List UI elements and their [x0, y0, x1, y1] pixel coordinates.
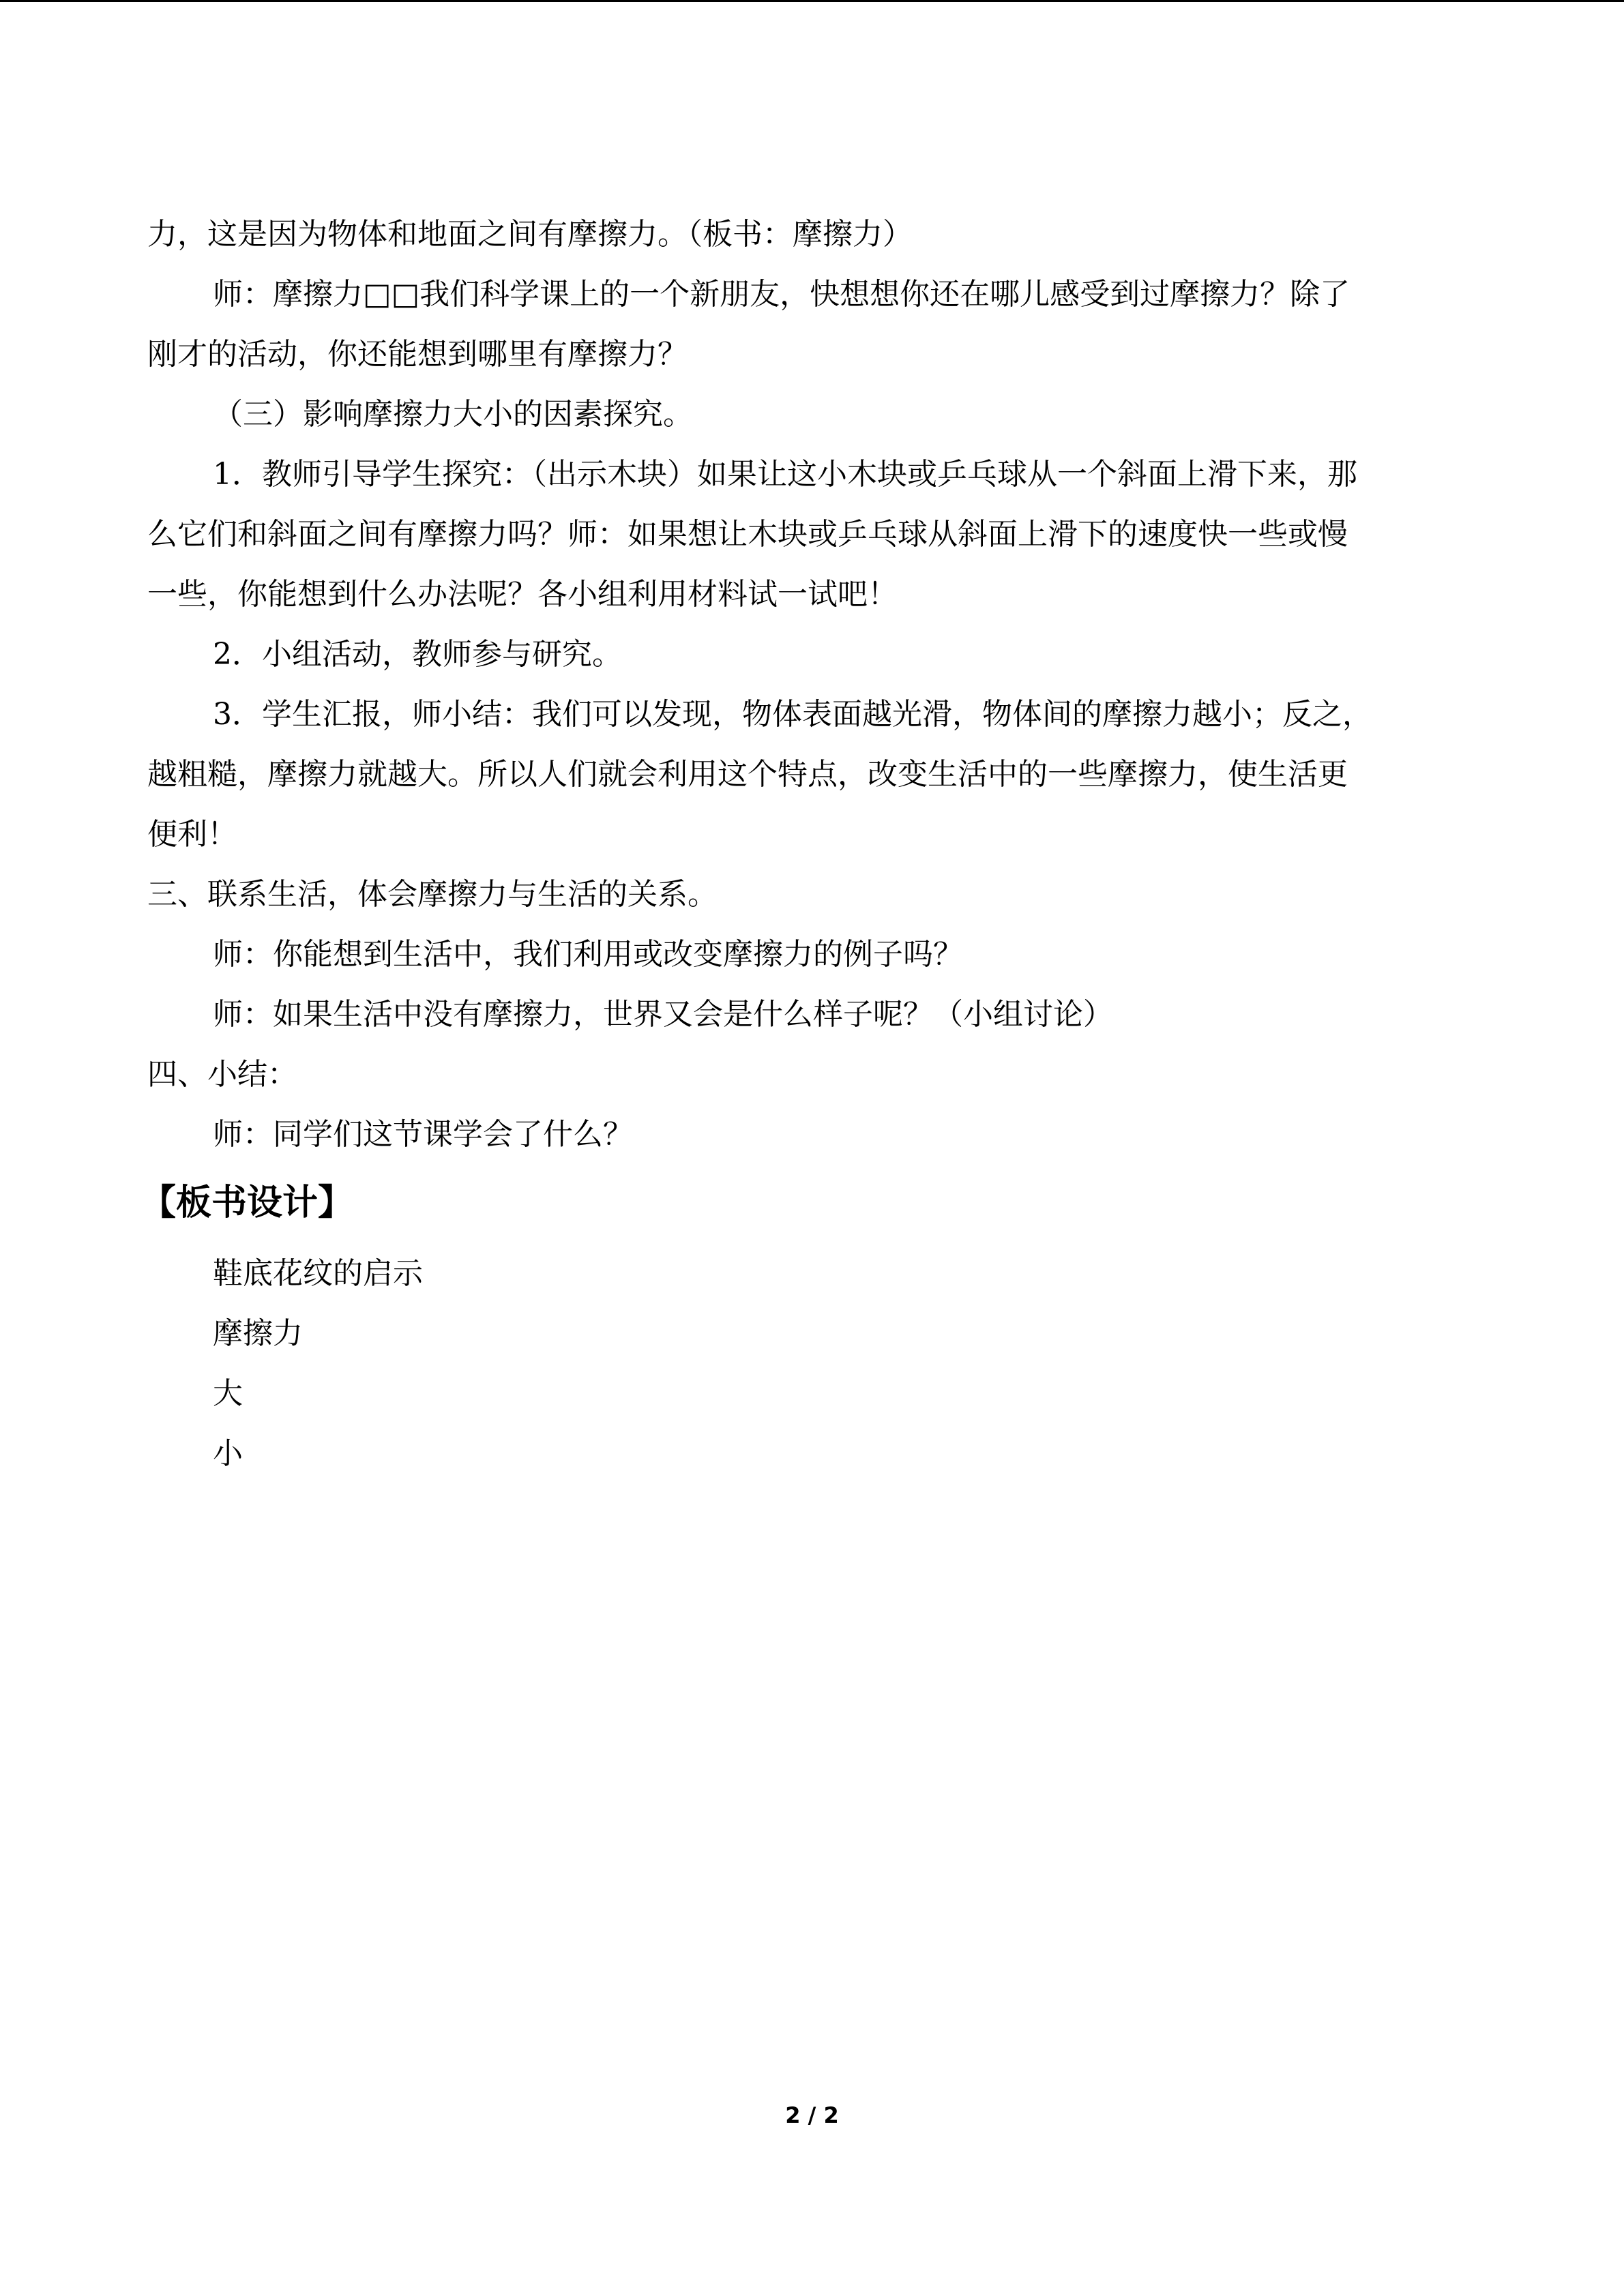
- document-body: [141, 205, 1484, 1484]
- board-item-small: 小: [213, 1436, 243, 1471]
- board-item-shoe-pattern: 鞋底花纹的启示: [213, 1256, 423, 1291]
- page-top-border: [0, 0, 1624, 2]
- step-3-line-3: 便利！: [147, 817, 237, 852]
- step-1-line-3: 一些，你能想到什么办法呢？各小组利用材料试一试吧！: [147, 577, 898, 612]
- section-heading-summary: 四、小结：: [147, 1057, 297, 1092]
- step-1-line-2: 么它们和斜面之间有摩擦力吗？师：如果想让木块或乒乓球从斜面上滑下的速度快一些或慢: [147, 517, 1348, 552]
- paragraph-teacher-no-friction: 师：如果生活中没有摩擦力，世界又会是什么样子呢？（小组讨论）: [213, 997, 1113, 1032]
- step-3-line-2: 越粗糙，摩擦力就越大。所以人们就会利用这个特点，改变生活中的一些摩擦力，使生活更: [147, 757, 1348, 792]
- step-1-line-1: 1．教师引导学生探究：（出示木块）如果让这小木块或乒乓球从一个斜面上滑下来，那: [213, 457, 1357, 492]
- board-design-heading: 【板书设计】: [141, 1182, 354, 1223]
- section-heading-life: 三、联系生活，体会摩擦力与生活的关系。: [147, 877, 718, 912]
- paragraph-teacher-examples: 师：你能想到生活中，我们利用或改变摩擦力的例子吗？: [213, 937, 963, 972]
- paragraph-teacher-summary: 师：同学们这节课学会了什么？: [213, 1117, 633, 1152]
- paragraph-teacher-friction-intro-cont: 刚才的活动，你还能想到哪里有摩擦力？: [147, 337, 688, 372]
- board-item-friction: 摩擦力: [213, 1316, 303, 1351]
- step-3-line-1: 3．学生汇报，师小结：我们可以发现，物体表面越光滑，物体间的摩擦力越小；反之，: [213, 697, 1372, 732]
- subsection-heading-factors: （三）影响摩擦力大小的因素探究。: [213, 397, 693, 432]
- step-2: 2．小组活动，教师参与研究。: [213, 637, 622, 672]
- paragraph-continuation: 力，这是因为物体和地面之间有摩擦力。（板书：摩擦力）: [147, 217, 913, 252]
- board-item-large: 大: [213, 1376, 243, 1411]
- paragraph-teacher-friction-intro: 师：摩擦力□□我们科学课上的一个新朋友，快想想你还在哪儿感受到过摩擦力？除了: [213, 277, 1350, 312]
- page-number: 2 / 2: [785, 2102, 839, 2128]
